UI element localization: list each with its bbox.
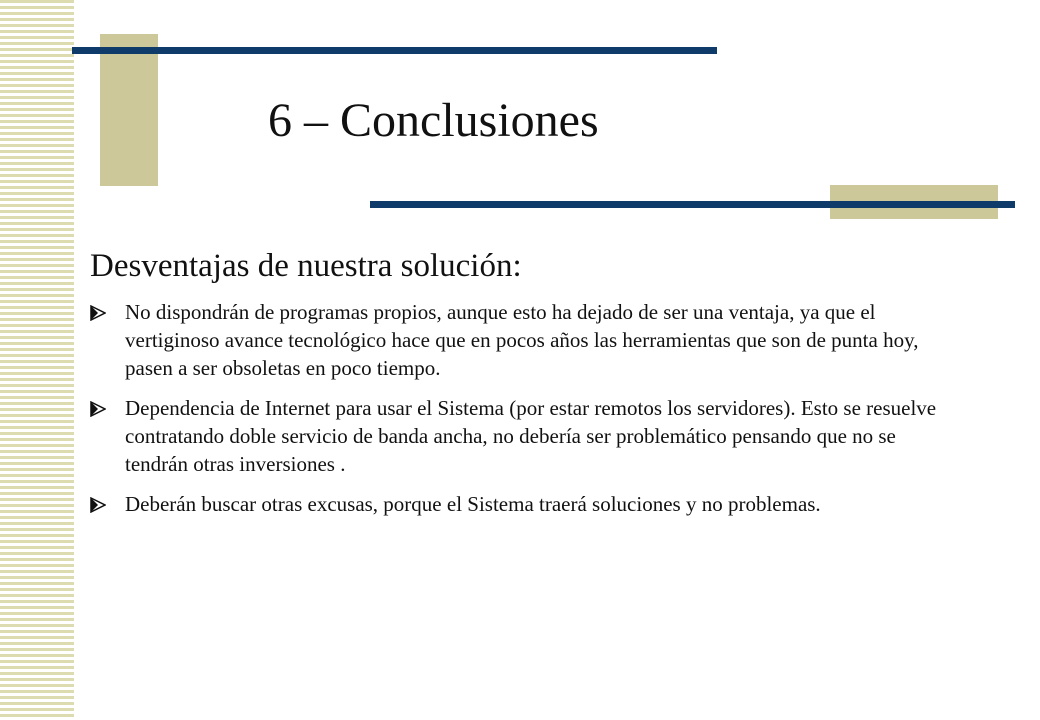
- bullet-text-2: Dependencia de Internet para usar el Sistema (por estar remotos los servidores). Esto se resuelve contratando doble servicio de banda ancha, no debería ser problemático pensando que no se tendrán otras inversiones .: [125, 396, 937, 476]
- bullet-list: [90, 298, 950, 530]
- arrow-bullet-icon: [90, 305, 106, 321]
- tan-vertical-block: [100, 34, 158, 186]
- bullet-item-3: [90, 490, 950, 518]
- arrow-bullet-icon: [90, 497, 106, 513]
- slide-subtitle: Desventajas de nuestra solución:: [90, 248, 522, 284]
- arrow-bullet-icon: [90, 401, 106, 417]
- left-stripe-decoration: [0, 0, 74, 720]
- bullet-item-1: [90, 298, 950, 382]
- slide-title: 6 – Conclusiones: [268, 94, 599, 147]
- top-navy-rule: [72, 47, 717, 54]
- bullet-text-1: No dispondrán de programas propios, aunque esto ha dejado de ser una ventaja, ya que el vertiginoso avance tecnológico hace que en pocos años las herramientas que son de punta hoy, pasen a ser obsoletas en poco tiempo.: [125, 300, 919, 380]
- bullet-item-2: [90, 394, 950, 478]
- bottom-navy-rule: [370, 201, 1015, 208]
- bullet-text-3: Deberán buscar otras excusas, porque el Sistema traerá soluciones y no problemas.: [125, 492, 821, 516]
